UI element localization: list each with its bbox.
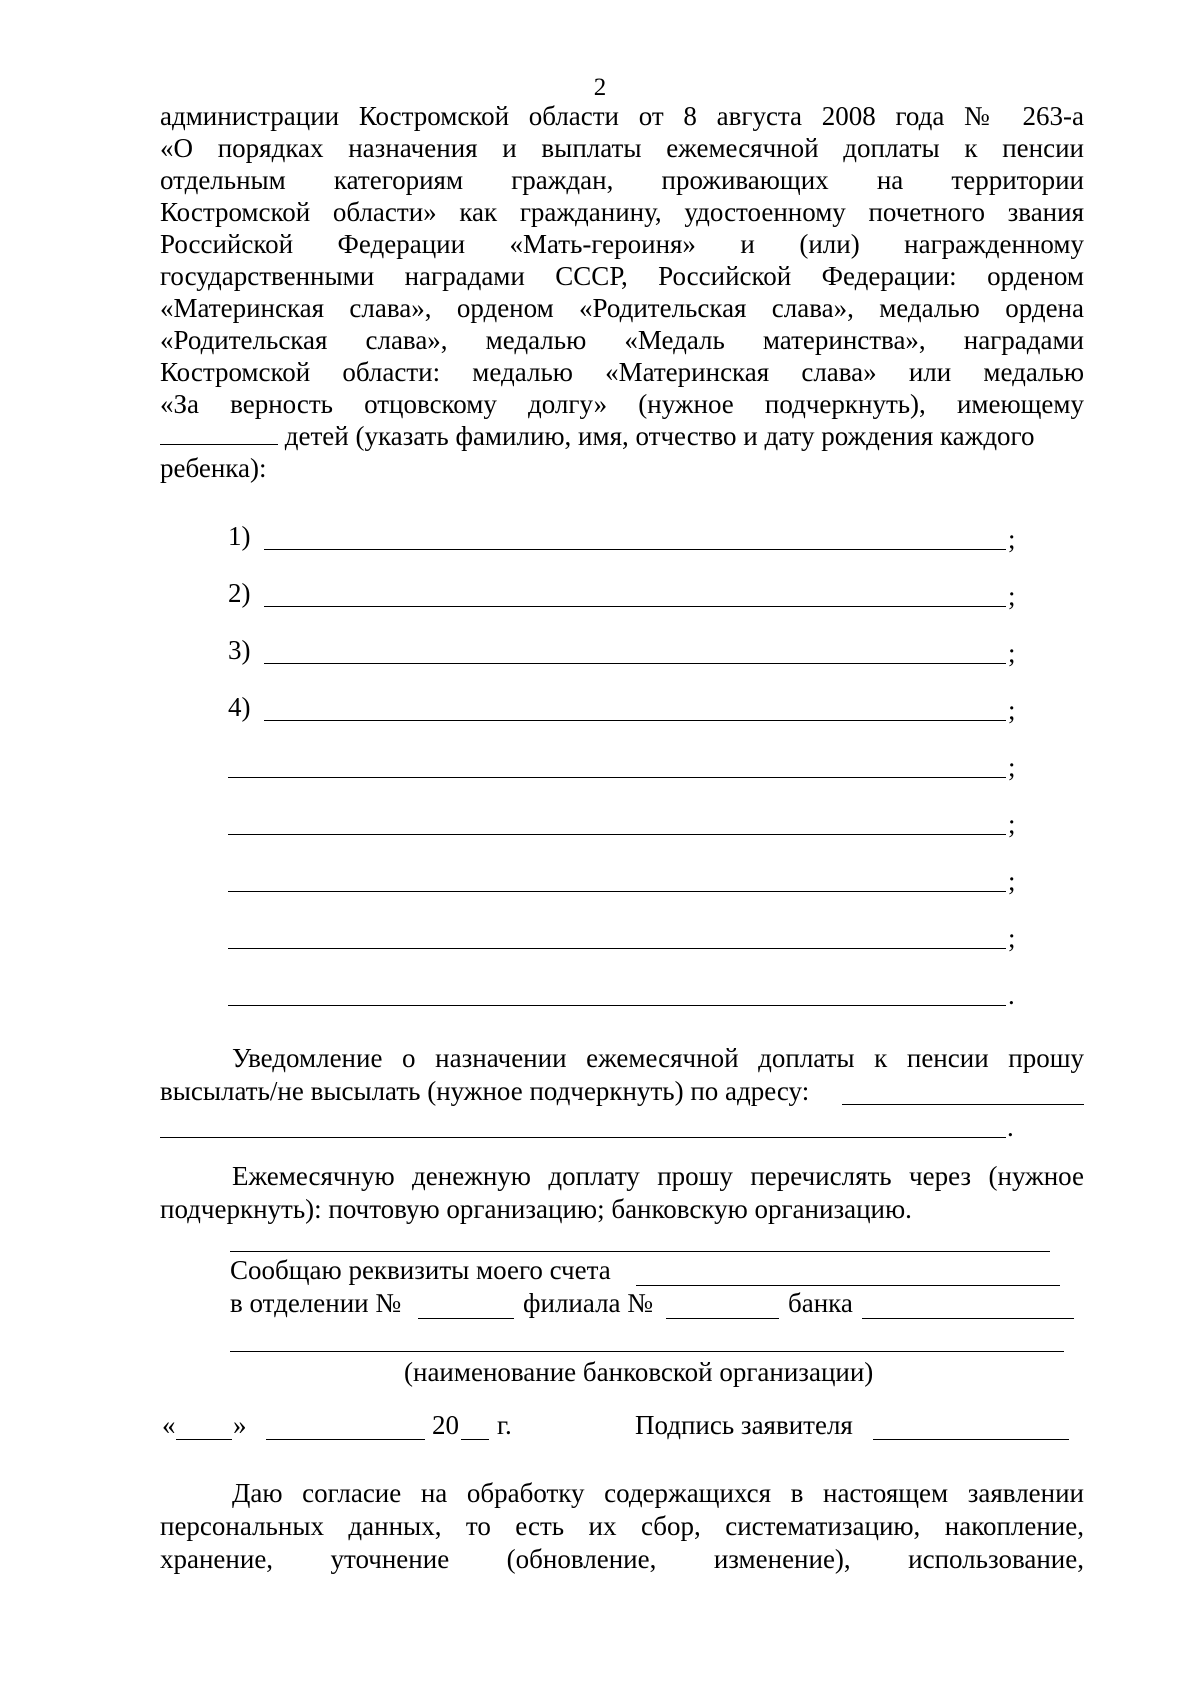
notification-line-2 [160, 1075, 1084, 1107]
child-entry [228, 748, 1028, 782]
payment-line-1: Ежемесячную денежную доплату прошу перечислять через (нужное [232, 1161, 1084, 1191]
paragraph-line: Костромской области: медалью «Материнская слава» или медалью [160, 357, 1084, 387]
date-year-field[interactable] [461, 1439, 489, 1440]
child-entry-field[interactable] [228, 834, 1006, 835]
child-entry [228, 691, 1028, 725]
child-entry-end: ; [1008, 638, 1016, 668]
child-entry-end: . [1008, 980, 1015, 1010]
child-entry-field[interactable] [228, 891, 1006, 892]
paragraph-line: отдельным категориям граждан, проживающих на территории [160, 165, 1084, 195]
date-quote-close: » [233, 1410, 247, 1440]
child-entry-field[interactable] [264, 663, 1006, 664]
address-field[interactable] [842, 1104, 1084, 1105]
child-entry-number: 1) [228, 521, 251, 551]
bank-name-field[interactable] [862, 1318, 1074, 1319]
date-day-field[interactable] [176, 1439, 232, 1440]
child-entry-end: ; [1008, 923, 1016, 953]
child-entry-number: 4) [228, 692, 251, 722]
child-entry-field[interactable] [264, 720, 1006, 721]
consent-line-1: Даю согласие на обработку содержащихся в настоящем заявлении [232, 1478, 1084, 1508]
signature-field[interactable] [873, 1439, 1069, 1440]
child-entry-field[interactable] [264, 549, 1006, 550]
child-entry-end: ; [1008, 809, 1016, 839]
child-entry-field[interactable] [228, 948, 1006, 949]
child-entry-field[interactable] [228, 777, 1006, 778]
branch-label: в отделении № [230, 1288, 402, 1318]
child-entry-end: ; [1008, 524, 1016, 554]
address-end-dot: . [1007, 1112, 1014, 1142]
notification-line-1: Уведомление о назначении ежемесячной доплаты к пенсии прошу [232, 1043, 1084, 1073]
child-entry [228, 577, 1028, 611]
paragraph-line: Костромской области» как гражданину, удостоенному почетного звания [160, 197, 1084, 227]
child-entry-number: 3) [228, 635, 251, 665]
child-entry [228, 919, 1028, 953]
child-entry-end: ; [1008, 581, 1016, 611]
child-entry [228, 520, 1028, 554]
children-count-text: детей (указать фамилию, имя, отчество и дату рождения каждого [278, 421, 1035, 451]
address-field-line-2[interactable] [160, 1137, 1006, 1138]
filial-label: филиала № [523, 1288, 654, 1318]
child-entry [228, 634, 1028, 668]
paragraph-line: Российской Федерации «Мать-героиня» и (или) награжденному [160, 229, 1084, 259]
page-number: 2 [593, 74, 607, 101]
bank-label: банка [788, 1288, 853, 1318]
child-entry [228, 862, 1028, 896]
date-quote-open: « [162, 1410, 176, 1440]
child-entry-end: ; [1008, 866, 1016, 896]
paragraph-line: «Родительская слава», медалью «Медаль материнства», наградами [160, 325, 1084, 355]
paragraph-line: «За верность отцовскому долгу» (нужное подчеркнуть), имеющему [160, 389, 1084, 419]
child-entry-field[interactable] [228, 1005, 1006, 1006]
bank-organization-field[interactable] [230, 1351, 1064, 1352]
consent-line-3: хранение, уточнение (обновление, изменение), использование, [160, 1544, 1084, 1574]
branch-number-field[interactable] [418, 1318, 514, 1319]
payment-line-2: подчеркнуть): почтовую организацию; банковскую организацию. [160, 1194, 912, 1224]
child-entry [228, 976, 1028, 1010]
bank-top-rule[interactable] [230, 1251, 1050, 1252]
paragraph-line: государственными наградами СССР, Российской Федерации: орденом [160, 261, 1084, 291]
child-entry-number: 2) [228, 578, 251, 608]
children-count-field[interactable] [160, 420, 278, 445]
account-number-field[interactable] [636, 1285, 1060, 1286]
account-label: Сообщаю реквизиты моего счета [230, 1255, 611, 1285]
paragraph-line: администрации Костромской области от 8 августа 2008 года № 263-а [160, 101, 1084, 131]
child-entry-end: ; [1008, 695, 1016, 725]
child-entry-field[interactable] [264, 606, 1006, 607]
paragraph-line: ребенка): [160, 453, 267, 483]
paragraph-line: «Материнская слава», орденом «Родительская слава», медалью ордена [160, 293, 1084, 323]
paragraph-line: «О порядках назначения и выплаты ежемесячной доплаты к пенсии [160, 133, 1084, 163]
date-month-field[interactable] [266, 1439, 425, 1440]
child-entry [228, 805, 1028, 839]
filial-number-field[interactable] [666, 1318, 779, 1319]
children-count-line [160, 420, 1084, 452]
date-year-prefix: 20 [432, 1410, 459, 1440]
signature-label: Подпись заявителя [635, 1410, 853, 1440]
date-year-suffix: г. [497, 1410, 512, 1440]
child-entry-end: ; [1008, 752, 1016, 782]
notification-text: высылать/не высылать (нужное подчеркнуть) по адресу: [160, 1076, 810, 1106]
bank-caption: (наименование банковской организации) [404, 1357, 874, 1387]
consent-line-2: персональных данных, то есть их сбор, систематизацию, накопление, [160, 1511, 1084, 1541]
